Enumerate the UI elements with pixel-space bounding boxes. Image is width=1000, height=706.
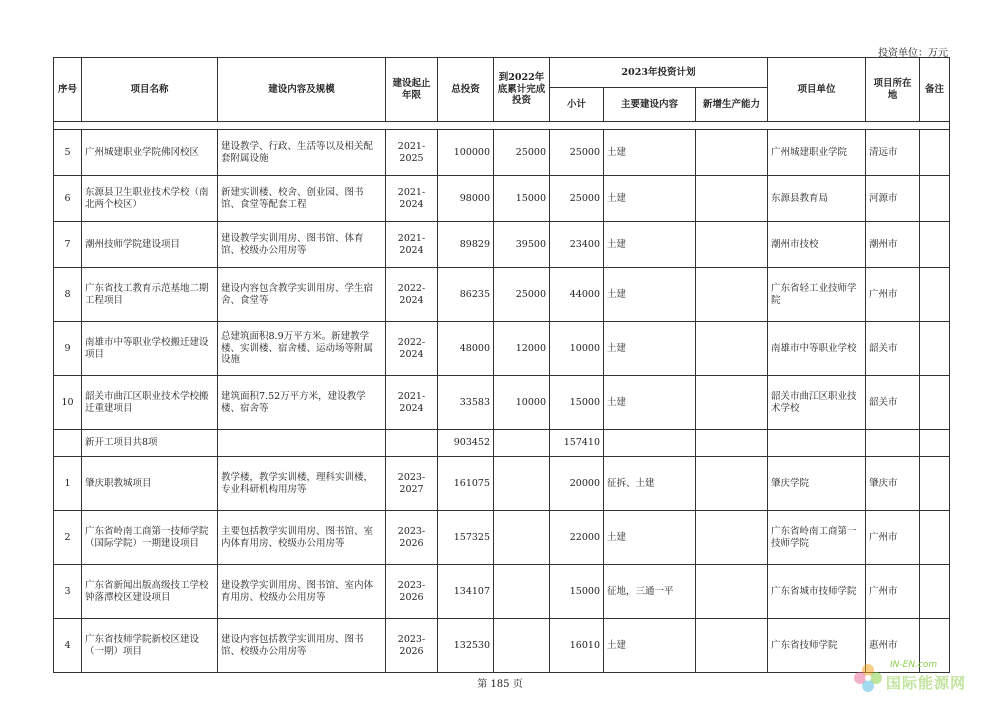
cell-unit: 广东省轻工业技师学院 xyxy=(768,268,866,322)
investment-plan-table xyxy=(53,57,950,673)
watermark-logo xyxy=(852,656,992,700)
cell-remarks xyxy=(920,376,950,430)
header-main-content: 主要建设内容 xyxy=(604,88,696,122)
cell-location: 广州市 xyxy=(866,511,920,565)
cell-location xyxy=(866,430,920,457)
cell-seq: 9 xyxy=(54,322,82,376)
cell-name: 潮州技师学院建设项目 xyxy=(82,222,218,268)
cell-content: 建设教学实训用房、图书馆、体育馆、校级办公用房等 xyxy=(218,222,386,268)
cell-remarks xyxy=(920,511,950,565)
cell-main xyxy=(604,430,696,457)
header-remarks: 备注 xyxy=(920,58,950,122)
cell-unit: 潮州市技校 xyxy=(768,222,866,268)
cell-capacity xyxy=(696,619,768,673)
cell-location: 韶关市 xyxy=(866,376,920,430)
cell-main: 土建 xyxy=(604,619,696,673)
cell-remarks xyxy=(920,176,950,222)
cell-subtotal: 22000 xyxy=(550,511,604,565)
header-new-capacity: 新增生产能力 xyxy=(696,88,768,122)
cell-completed xyxy=(494,457,550,511)
cell-seq: 1 xyxy=(54,457,82,511)
cell-completed: 15000 xyxy=(494,176,550,222)
cell-period xyxy=(386,430,438,457)
cell-capacity xyxy=(696,565,768,619)
table-row xyxy=(54,176,950,222)
table-row xyxy=(54,322,950,376)
cell-content: 建设教学实训用房、图书馆、室内体育用房、校级办公用房等 xyxy=(218,565,386,619)
cell-content: 建筑面积7.52万平方米，建设教学楼、宿舍等 xyxy=(218,376,386,430)
cell-main: 土建 xyxy=(604,511,696,565)
cell-total: 33583 xyxy=(438,376,494,430)
table-row xyxy=(54,619,950,673)
cell-period: 2023-2026 xyxy=(386,619,438,673)
cell-unit: 东源县教育局 xyxy=(768,176,866,222)
cell-main: 土建 xyxy=(604,222,696,268)
cell-seq xyxy=(54,430,82,457)
cell-completed: 39500 xyxy=(494,222,550,268)
cell-capacity xyxy=(696,457,768,511)
cell-unit: 广州城建职业学院 xyxy=(768,130,866,176)
cell-capacity xyxy=(696,222,768,268)
cell-location: 清远市 xyxy=(866,130,920,176)
cell-location: 广州市 xyxy=(866,268,920,322)
cell-unit: 广东省岭南工商第一技师学院 xyxy=(768,511,866,565)
cell-unit: 南雄市中等职业学校 xyxy=(768,322,866,376)
cell-capacity xyxy=(696,376,768,430)
cell-subtotal: 15000 xyxy=(550,376,604,430)
cell-completed: 25000 xyxy=(494,268,550,322)
cell-seq: 2 xyxy=(54,511,82,565)
cell-capacity xyxy=(696,130,768,176)
cell-location: 惠州市 xyxy=(866,619,920,673)
cell-seq: 4 xyxy=(54,619,82,673)
cell-subtotal: 25000 xyxy=(550,176,604,222)
cell-unit xyxy=(768,430,866,457)
header-period: 建设起止年限 xyxy=(386,58,438,122)
cell-subtotal: 23400 xyxy=(550,222,604,268)
page-number: 第 185 页 xyxy=(477,679,523,690)
cell-unit: 广东省城市技师学院 xyxy=(768,565,866,619)
cell-total: 48000 xyxy=(438,322,494,376)
cell-name: 东源县卫生职业技术学校（南北两个校区） xyxy=(82,176,218,222)
new-projects-summary-row xyxy=(54,430,950,457)
cell-completed: 12000 xyxy=(494,322,550,376)
cell-completed xyxy=(494,511,550,565)
header-location: 项目所在地 xyxy=(866,58,920,122)
cell-capacity xyxy=(696,176,768,222)
cell-remarks xyxy=(920,222,950,268)
header-content: 建设内容及规模 xyxy=(218,58,386,122)
cell-name: 广东省技师学院新校区建设（一期）项目 xyxy=(82,619,218,673)
cell-name: 广州城建职业学院佛冈校区 xyxy=(82,130,218,176)
cell-main: 土建 xyxy=(604,130,696,176)
cell-location: 广州市 xyxy=(866,565,920,619)
cell-total: 161075 xyxy=(438,457,494,511)
cell-remarks xyxy=(920,565,950,619)
table-body xyxy=(54,122,950,673)
cell-name: 韶关市曲江区职业技术学校搬迁重建项目 xyxy=(82,376,218,430)
cell-content: 主要包括教学实训用房、图书馆、室内体育用房、校级办公用房等 xyxy=(218,511,386,565)
cell-unit: 韶关市曲江区职业技术学校 xyxy=(768,376,866,430)
cell-content: 建设内容包含教学实训用房、学生宿舍、食堂等 xyxy=(218,268,386,322)
investment-unit-note: 投资单位：万元 xyxy=(878,48,948,59)
cell-name: 广东省技工教育示范基地二期工程项目 xyxy=(82,268,218,322)
cell-name: 南雄市中等职业学校搬迁建设项目 xyxy=(82,322,218,376)
header-name: 项目名称 xyxy=(82,58,218,122)
header-seq: 序号 xyxy=(54,58,82,122)
cell-subtotal: 10000 xyxy=(550,322,604,376)
cell-remarks xyxy=(920,430,950,457)
watermark-en: IN-EN.com xyxy=(890,660,938,670)
cell-location: 潮州市 xyxy=(866,222,920,268)
header-subtotal: 小计 xyxy=(550,88,604,122)
cell-seq: 7 xyxy=(54,222,82,268)
cell-unit: 广东省技师学院 xyxy=(768,619,866,673)
cell-remarks xyxy=(920,268,950,322)
cell-remarks xyxy=(920,322,950,376)
cell-seq: 5 xyxy=(54,130,82,176)
table-row xyxy=(54,511,950,565)
cell-period: 2021-2024 xyxy=(386,176,438,222)
cell-location: 河源市 xyxy=(866,176,920,222)
cell-total: 100000 xyxy=(438,130,494,176)
cell-seq: 3 xyxy=(54,565,82,619)
cell-seq: 10 xyxy=(54,376,82,430)
cell-subtotal: 44000 xyxy=(550,268,604,322)
cell-content: 教学楼，教学实训楼，理科实训楼，专业科研机构用房等 xyxy=(218,457,386,511)
cell-total: 86235 xyxy=(438,268,494,322)
cell-name: 广东省岭南工商第一技师学院（国际学院）一期建设项目 xyxy=(82,511,218,565)
cell-period: 2021-2024 xyxy=(386,376,438,430)
cell-name: 广东省新闻出版高级技工学校钟落潭校区建设项目 xyxy=(82,565,218,619)
cell-completed xyxy=(494,619,550,673)
cell-completed: 25000 xyxy=(494,130,550,176)
cell-seq: 8 xyxy=(54,268,82,322)
cell-period: 2023-2026 xyxy=(386,565,438,619)
header-plan-2023: 2023年投资计划 xyxy=(550,58,768,88)
cell-content: 建设教学、行政、生活等以及相关配套附属设施 xyxy=(218,130,386,176)
cell-subtotal: 15000 xyxy=(550,565,604,619)
cell-total: 98000 xyxy=(438,176,494,222)
cell-period: 2023-2027 xyxy=(386,457,438,511)
summary-subtotal: 157410 xyxy=(550,430,604,457)
cell-period: 2021-2024 xyxy=(386,222,438,268)
cell-content: 总建筑面积8.9万平方米。新建教学楼、实训楼、宿舍楼、运动场等附属设施 xyxy=(218,322,386,376)
cell-total: 157325 xyxy=(438,511,494,565)
table-row xyxy=(54,130,950,176)
cell-capacity xyxy=(696,268,768,322)
cell-main: 土建 xyxy=(604,176,696,222)
cell-completed xyxy=(494,430,550,457)
cell-main: 土建 xyxy=(604,268,696,322)
cell-capacity xyxy=(696,511,768,565)
cell-main: 征地，三通一平 xyxy=(604,565,696,619)
cell-content: 建设内容包括教学实训用房、图书馆、校级办公用房等 xyxy=(218,619,386,673)
cell-total: 89829 xyxy=(438,222,494,268)
cell-name: 肇庆职教城项目 xyxy=(82,457,218,511)
cell-capacity xyxy=(696,430,768,457)
cell-main: 土建 xyxy=(604,322,696,376)
cell-subtotal: 16010 xyxy=(550,619,604,673)
summary-total: 903452 xyxy=(438,430,494,457)
table-row xyxy=(54,222,950,268)
header-completed: 到2022年底累计完成投资 xyxy=(494,58,550,122)
cell-period: 2022-2024 xyxy=(386,322,438,376)
cell-location: 肇庆市 xyxy=(866,457,920,511)
cell-seq: 6 xyxy=(54,176,82,222)
cell-remarks xyxy=(920,457,950,511)
table-row xyxy=(54,565,950,619)
cell-period: 2023-2026 xyxy=(386,511,438,565)
cell-unit: 肇庆学院 xyxy=(768,457,866,511)
watermark-cn: 国际能源网 xyxy=(886,674,967,692)
cell-total: 134107 xyxy=(438,565,494,619)
cell-content: 新建实训楼、校舍、创业园、图书馆、食堂等配套工程 xyxy=(218,176,386,222)
cell-subtotal: 25000 xyxy=(550,130,604,176)
header-unit: 项目单位 xyxy=(768,58,866,122)
flower-logo-icon xyxy=(852,662,884,694)
header-total: 总投资 xyxy=(438,58,494,122)
cell-capacity xyxy=(696,322,768,376)
cell-period: 2022-2024 xyxy=(386,268,438,322)
cell-subtotal: 20000 xyxy=(550,457,604,511)
cell-location: 韶关市 xyxy=(866,322,920,376)
cell-total: 132530 xyxy=(438,619,494,673)
table-row xyxy=(54,457,950,511)
table-header xyxy=(54,58,950,122)
cell-main: 土建 xyxy=(604,376,696,430)
summary-label: 新开工项目共8项 xyxy=(82,430,218,457)
cell-period: 2021-2025 xyxy=(386,130,438,176)
table-row xyxy=(54,376,950,430)
cell-remarks xyxy=(920,130,950,176)
cell-completed: 10000 xyxy=(494,376,550,430)
cell-main: 征拆、土建 xyxy=(604,457,696,511)
cell-content xyxy=(218,430,386,457)
cell-completed xyxy=(494,565,550,619)
table-row xyxy=(54,268,950,322)
